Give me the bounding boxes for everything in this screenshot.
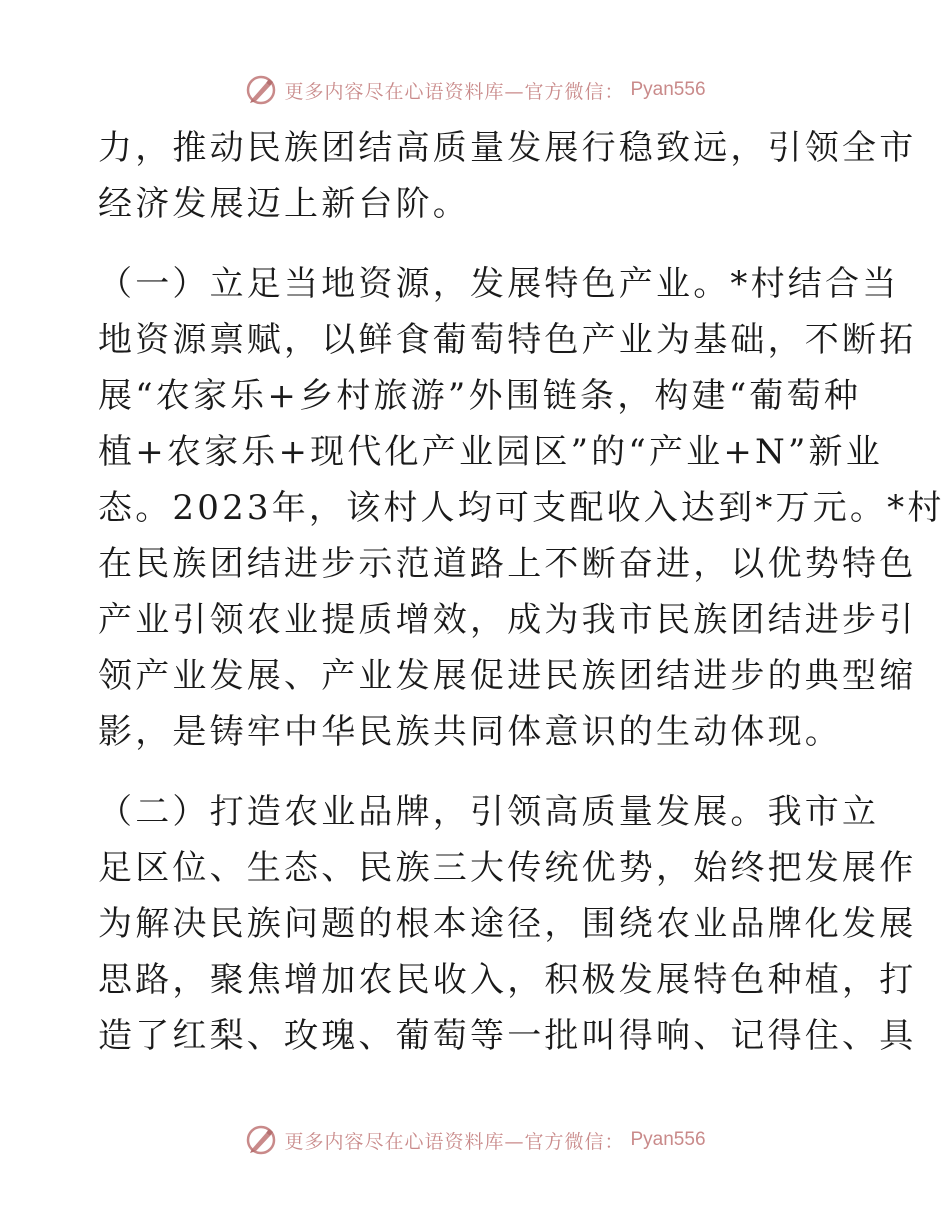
text-line: 影，是铸牢中华民族共同体意识的生动体现。 <box>98 712 842 752</box>
paragraph-continuation <box>98 120 917 232</box>
text-line: 植+农家乐+现代化产业园区”的“产业+N”新业 <box>98 432 883 472</box>
text-line: 力，推动民族团结高质量发展行稳致远，引领全市 <box>98 128 917 168</box>
footer-watermark <box>0 1120 950 1160</box>
text-line: 经济发展迈上新台阶。 <box>98 184 470 224</box>
text-line: 为解决民族问题的根本途径，围绕农业品牌化发展 <box>98 904 917 944</box>
section-heading-line: （一）立足当地资源，发展特色产业。*村结合当 <box>98 264 900 304</box>
text-line: 领产业发展、产业发展促进民族团结进步的典型缩 <box>98 656 917 696</box>
text-line: 展“农家乐+乡村旅游”外围链条，构建“葡萄种 <box>98 376 862 416</box>
document-body <box>98 120 945 1064</box>
pen-logo-icon <box>244 73 278 107</box>
paragraph-section-two <box>98 784 917 1064</box>
pen-logo-icon <box>244 1123 278 1157</box>
text-line: 地资源禀赋，以鲜食葡萄特色产业为基础，不断拓 <box>98 320 917 360</box>
header-watermark-text: 更多内容尽在心语资料库—官方微信： <box>284 80 625 103</box>
text-line: 造了红梨、玫瑰、葡萄等一批叫得响、记得住、具 <box>98 1016 917 1056</box>
paragraph-section-one <box>98 256 945 760</box>
text-line: 态。2023年，该村人均可支配收入达到*万元。*村 <box>98 488 945 528</box>
footer-watermark-id: Pyan556 <box>630 1129 706 1150</box>
header-watermark <box>0 70 950 110</box>
footer-watermark-text: 更多内容尽在心语资料库—官方微信： <box>284 1130 625 1153</box>
text-line: 在民族团结进步示范道路上不断奋进，以优势特色 <box>98 544 917 584</box>
section-heading-line: （二）打造农业品牌，引领高质量发展。我市立 <box>98 792 880 832</box>
text-line: 足区位、生态、民族三大传统优势，始终把发展作 <box>98 848 917 888</box>
text-line: 思路，聚焦增加农民收入，积极发展特色种植，打 <box>98 960 917 1000</box>
header-watermark-id: Pyan556 <box>630 79 706 100</box>
text-line: 产业引领农业提质增效，成为我市民族团结进步引 <box>98 600 917 640</box>
